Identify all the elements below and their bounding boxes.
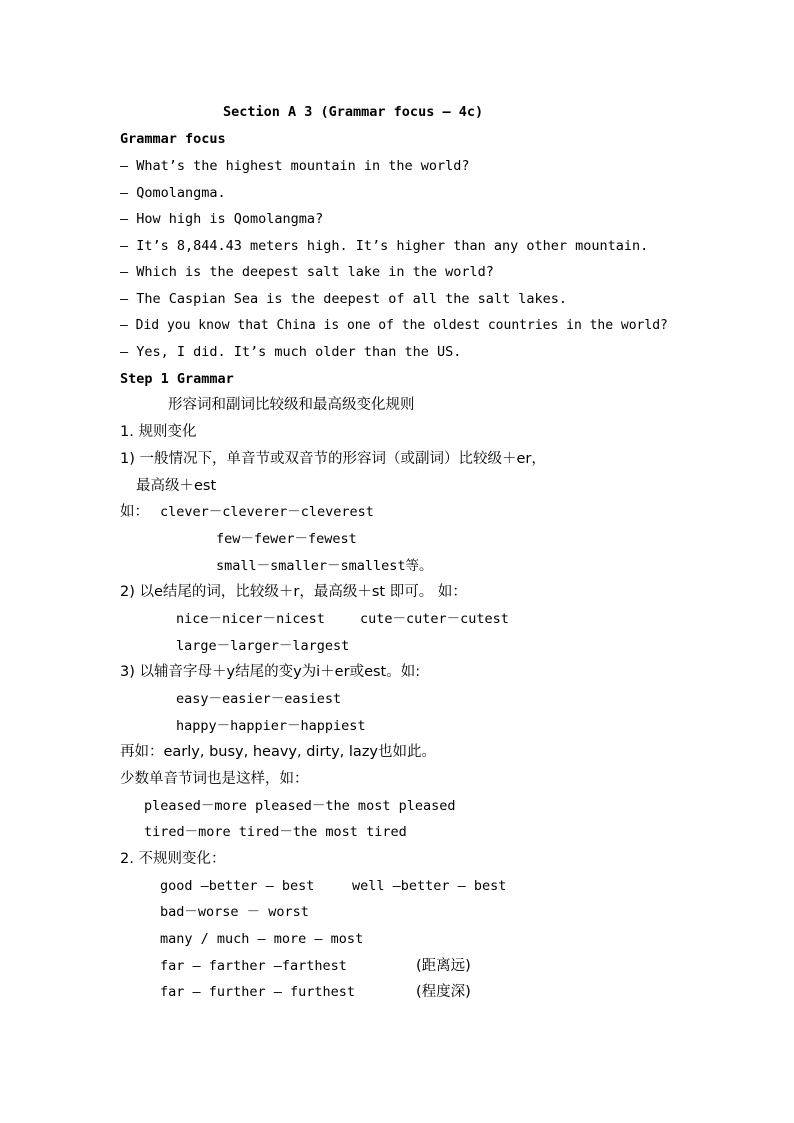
example-pleased: pleased－more pleased－the most pleased [144,798,456,814]
dialogue-line-8: — Yes, I did. It’s much older than the US. [120,344,462,360]
rule2-title: 2. 不规则变化： [120,851,226,867]
example-small: small－smaller－smallest等。 [216,558,433,574]
rule1-title: 1. 规则变化 [120,424,197,440]
rule1-3: 3) 以辅音字母＋y结尾的变y为i＋er或est。如: [120,664,421,680]
page-title: Section A 3 (Grammar focus — 4c) [223,104,484,120]
example-cute: cute－cuter－cutest [360,611,509,627]
irregular-far-further-note: (程度深) [416,984,471,1000]
dialogue-line-5: — Which is the deepest salt lake in the world? [120,264,494,280]
example-prefix: 如： [120,504,149,520]
rule1-1-line-b: 最高级＋est [136,478,217,494]
example-clever: clever－cleverer－cleverest [160,504,374,520]
also-line: 再如：early, busy, heavy, dirty, lazy也如此。 [120,744,437,760]
few-monosyllable-line: 少数单音节词也是这样，如： [120,771,309,787]
grammar-focus-heading: Grammar focus [120,131,226,147]
step1-subtitle: 形容词和副词比较级和最高级变化规则 [168,397,415,413]
irregular-far-farther-note: (距离远) [416,958,471,974]
example-few: few－fewer－fewest [216,531,357,547]
dialogue-line-2: — Qomolangma. [120,185,226,201]
dialogue-line-3: — How high is Qomolangma? [120,211,324,227]
irregular-far-farther: far — farther —farthest [160,958,347,974]
example-easy: easy－easier－easiest [176,691,342,707]
example-nice: nice－nicer－nicest [176,611,325,627]
dialogue-line-7: — Did you know that China is one of the oldest countries in the world? [120,318,668,333]
rule1-2: 2) 以e结尾的词，比较级＋r，最高级＋st 即可。 如： [120,584,467,600]
irregular-many: many / much — more — most [160,931,364,947]
example-happy: happy－happier－happiest [176,718,366,734]
dialogue-line-4: — It’s 8,844.43 meters high. It’s higher than any other mountain. [120,238,649,254]
example-large: large－larger－largest [176,638,350,654]
irregular-well: well —better — best [352,878,507,894]
step1-heading: Step 1 Grammar [120,371,234,387]
irregular-good: good —better — best [160,878,315,894]
rule1-1-line-a: 1) 一般情况下，单音节或双音节的形容词（或副词）比较级＋er， [120,451,546,467]
example-tired: tired－more tired－the most tired [144,824,407,840]
dialogue-line-6: — The Caspian Sea is the deepest of all the salt lakes. [120,291,568,307]
dialogue-line-1: — What’s the highest mountain in the world? [120,158,470,174]
irregular-bad: bad－worse － worst [160,904,309,920]
irregular-far-further: far — further — furthest [160,984,356,1000]
